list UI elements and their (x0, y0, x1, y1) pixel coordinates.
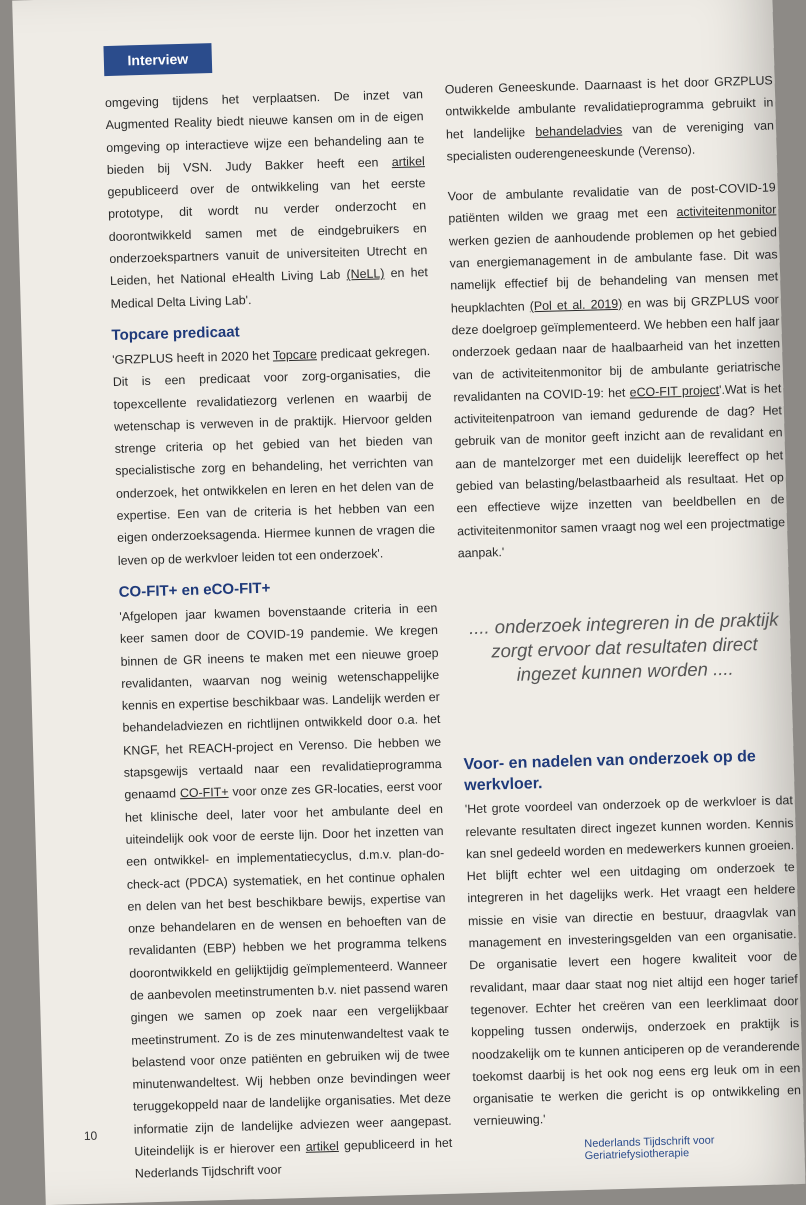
section-tag: Interview (103, 43, 212, 76)
voordeel-heading: Voor- en nadelen van onderzoek op de werkvloer. (463, 748, 756, 795)
page-number: 10 (83, 1128, 98, 1144)
intro-paragraph: omgeving tijdens het verplaatsen. De inzet van Augmented Reality biedt nieuwe kansen om in de eigen omgeving op interactieve wijze een behandeling aan te bieden bij VSN. Judy Bakker heeft een artikel gepubliceerd over de ontwikkeling van het eerste prototype, dit wordt nu verder onderzocht en doorontwikkeld samen met de eindgebruikers en onderzoekspartners vanuit de universiteiten Utrecht en Leiden, het National eHealth Living Lab (NeLL) en het Medical Delta Living Lab'. (104, 87, 429, 311)
voordeel-paragraph: 'Het grote voordeel van onderzoek op de werkvloer is dat relevante resultaten direct ingezet kunnen worden. Kennis kan snel gedeeld worden en medewerkers kunnen groeien. Het blijft echter wel een uitdaging om onderzoek te integreren in het dagelijks werk. Het vraagt een heldere missie en visie van directie en bestuur, draagvlak van management en investeringsgelden van een organisatie. De organisatie levert een hogere kwaliteit voor de revalidant, maar daar staat nog niet altijd een hoger tarief tegenover. Echter het creëren van een leerklimaat door koppeling tussen onderwijs, onderzoek en praktijk is noodzakelijk om te kunnen anticiperen op de veranderende toekomst daarbij is het ook nog eens erg leuk om in een organisatie te werken die gericht is op ontwikkeling en vernieuwing.' (464, 793, 802, 1129)
topcare-paragraph: 'GRZPLUS heeft in 2020 het Topcare predicaat gekregen. Dit is een predicaat voor zorg-organisaties, die topexcellente revalidatiezorg verlenen en waarbij de wetenschap is verweven in de praktijk. Hiervoor gelden strenge criteria op het gebied van het bieden van specialistische zorg en behandeling, het verrichten van onderzoek, het ontwikkelen en leren en het delen van de expertise. Een van de criteria is het hebben van een eigen onderzoeksagenda. Hiermee kunnen de vragen die leven op de werkvloer leiden tot een onderzoek'. (112, 344, 436, 568)
behandeladvies-link[interactable]: behandeladvies (535, 122, 623, 139)
cofit-heading: CO-FIT+ en eCO-FIT+ (118, 579, 271, 601)
topcare-heading: Topcare predicaat (111, 323, 240, 344)
activiteitenmonitor-link[interactable]: activiteitenmonitor (676, 202, 777, 220)
pol-citation-link[interactable]: (Pol et al. 2019) (529, 296, 623, 313)
ambulante-paragraph: Voor de ambulante revalidatie van de post-COVID-19 patiënten wilden we graag met een activiteitenmonitor werken gezien de aanhoudende problemen op het gebied van energiemanagement in de ambulante fase. Dit was namelijk effectief bij de behandeling van mensen met heupklachten (Pol et al. 2019) en was bij GRZPLUS voor deze doelgroep geïmplementeerd. We hebben een half jaar onderzoek gedaan naar de haalbaarheid van het inzetten van de activiteitenmonitor bij de ambulante geriatrische revalidanten na COVID-19: het eCO-FIT project'.Wat is het activiteitenpatroon van iemand gedurende de dag? Het gebruik van de monitor geeft inzicht aan de revalidant en aan de mantelzorger met een duidelijk leereffect op het gebied van belasting/belastbaarheid als resultaat. Het op een effectieve wijze inzetten van beeldbellen en de activiteitenmonitor samen vraagt nog wel een projectmatige aanpak.' (447, 180, 786, 561)
journal-name: Nederlands Tijdschrift voor Geriatriefysiotherapie (584, 1134, 715, 1163)
artikel-link[interactable]: artikel (391, 154, 425, 169)
nell-link[interactable]: (NeLL) (346, 266, 385, 282)
magazine-page (12, 0, 805, 1205)
artikel-link-2[interactable]: artikel (305, 1139, 339, 1154)
pull-quote: .... onderzoek integreren in de praktijk zorgt ervoor dat resultaten direct ingezet kunnen worden .... (468, 608, 779, 686)
right-column (444, 69, 801, 1132)
ouderen-paragraph: Ouderen Geneeskunde. Daarnaast is het door GRZPLUS ontwikkelde ambulante revalidatieprogramma gebruikt in het landelijke behandeladvies van de vereniging van specialisten ouderengeneeskunde (Verenso). (444, 73, 775, 164)
eco-fit-link[interactable]: eCO-FIT project (629, 382, 720, 400)
left-column (105, 83, 453, 1185)
cofit-link[interactable]: CO-FIT+ (179, 785, 229, 801)
topcare-link[interactable]: Topcare (272, 347, 318, 363)
cofit-paragraph: 'Afgelopen jaar kwamen bovenstaande criteria in een keer samen door de COVID-19 pandemie. We kregen binnen de GR ineens te maken met een nieuwe groep revalidanten, waarvan nog weinig wetenschappelijke kennis en expertise beschikbaar was. Landelijk werden er behandeladviezen en richtlijnen ontwikkeld door o.a. het KNGF, het REACH-project en Verenso. Die hebben we stapsgewijs vertaald naar een revalidatieprogramma genaamd CO-FIT+ voor onze zes GR-locaties, eerst voor het klinische deel, later voor het ambulante deel en uiteindelijk ook voor de eerste lijn. Door het inzetten van een ontwikkel- en implementatiecyclus, d.m.v. plan-do-check-act (PDCA) systematiek, en het continue ophalen en delen van het best beschikbare bewijs, expertise van onze behandelaren en de wensen en behoeften van de revalidanten (EBP) hebben we het programma telkens doorontwikkeld en gelijktijdig geïmplementeerd. Wanneer de aanbevolen meetinstrumenten b.v. niet passend waren gingen we samen op zoek naar een vergelijkbaar meetinstrument. Zo is de zes minutenwandeltest vaak te belastend voor onze patiënten en gebruiken wij de twee minutenwandeltest. Wij hebben onze bevindingen weer teruggekoppeld naar de landelijke organisaties. Met deze informatie zijn de landelijke adviezen weer aangepast. Uiteindelijk is er hierover een artikel gepubliceerd in het Nederlands Tijdschrift voor (119, 600, 453, 1181)
